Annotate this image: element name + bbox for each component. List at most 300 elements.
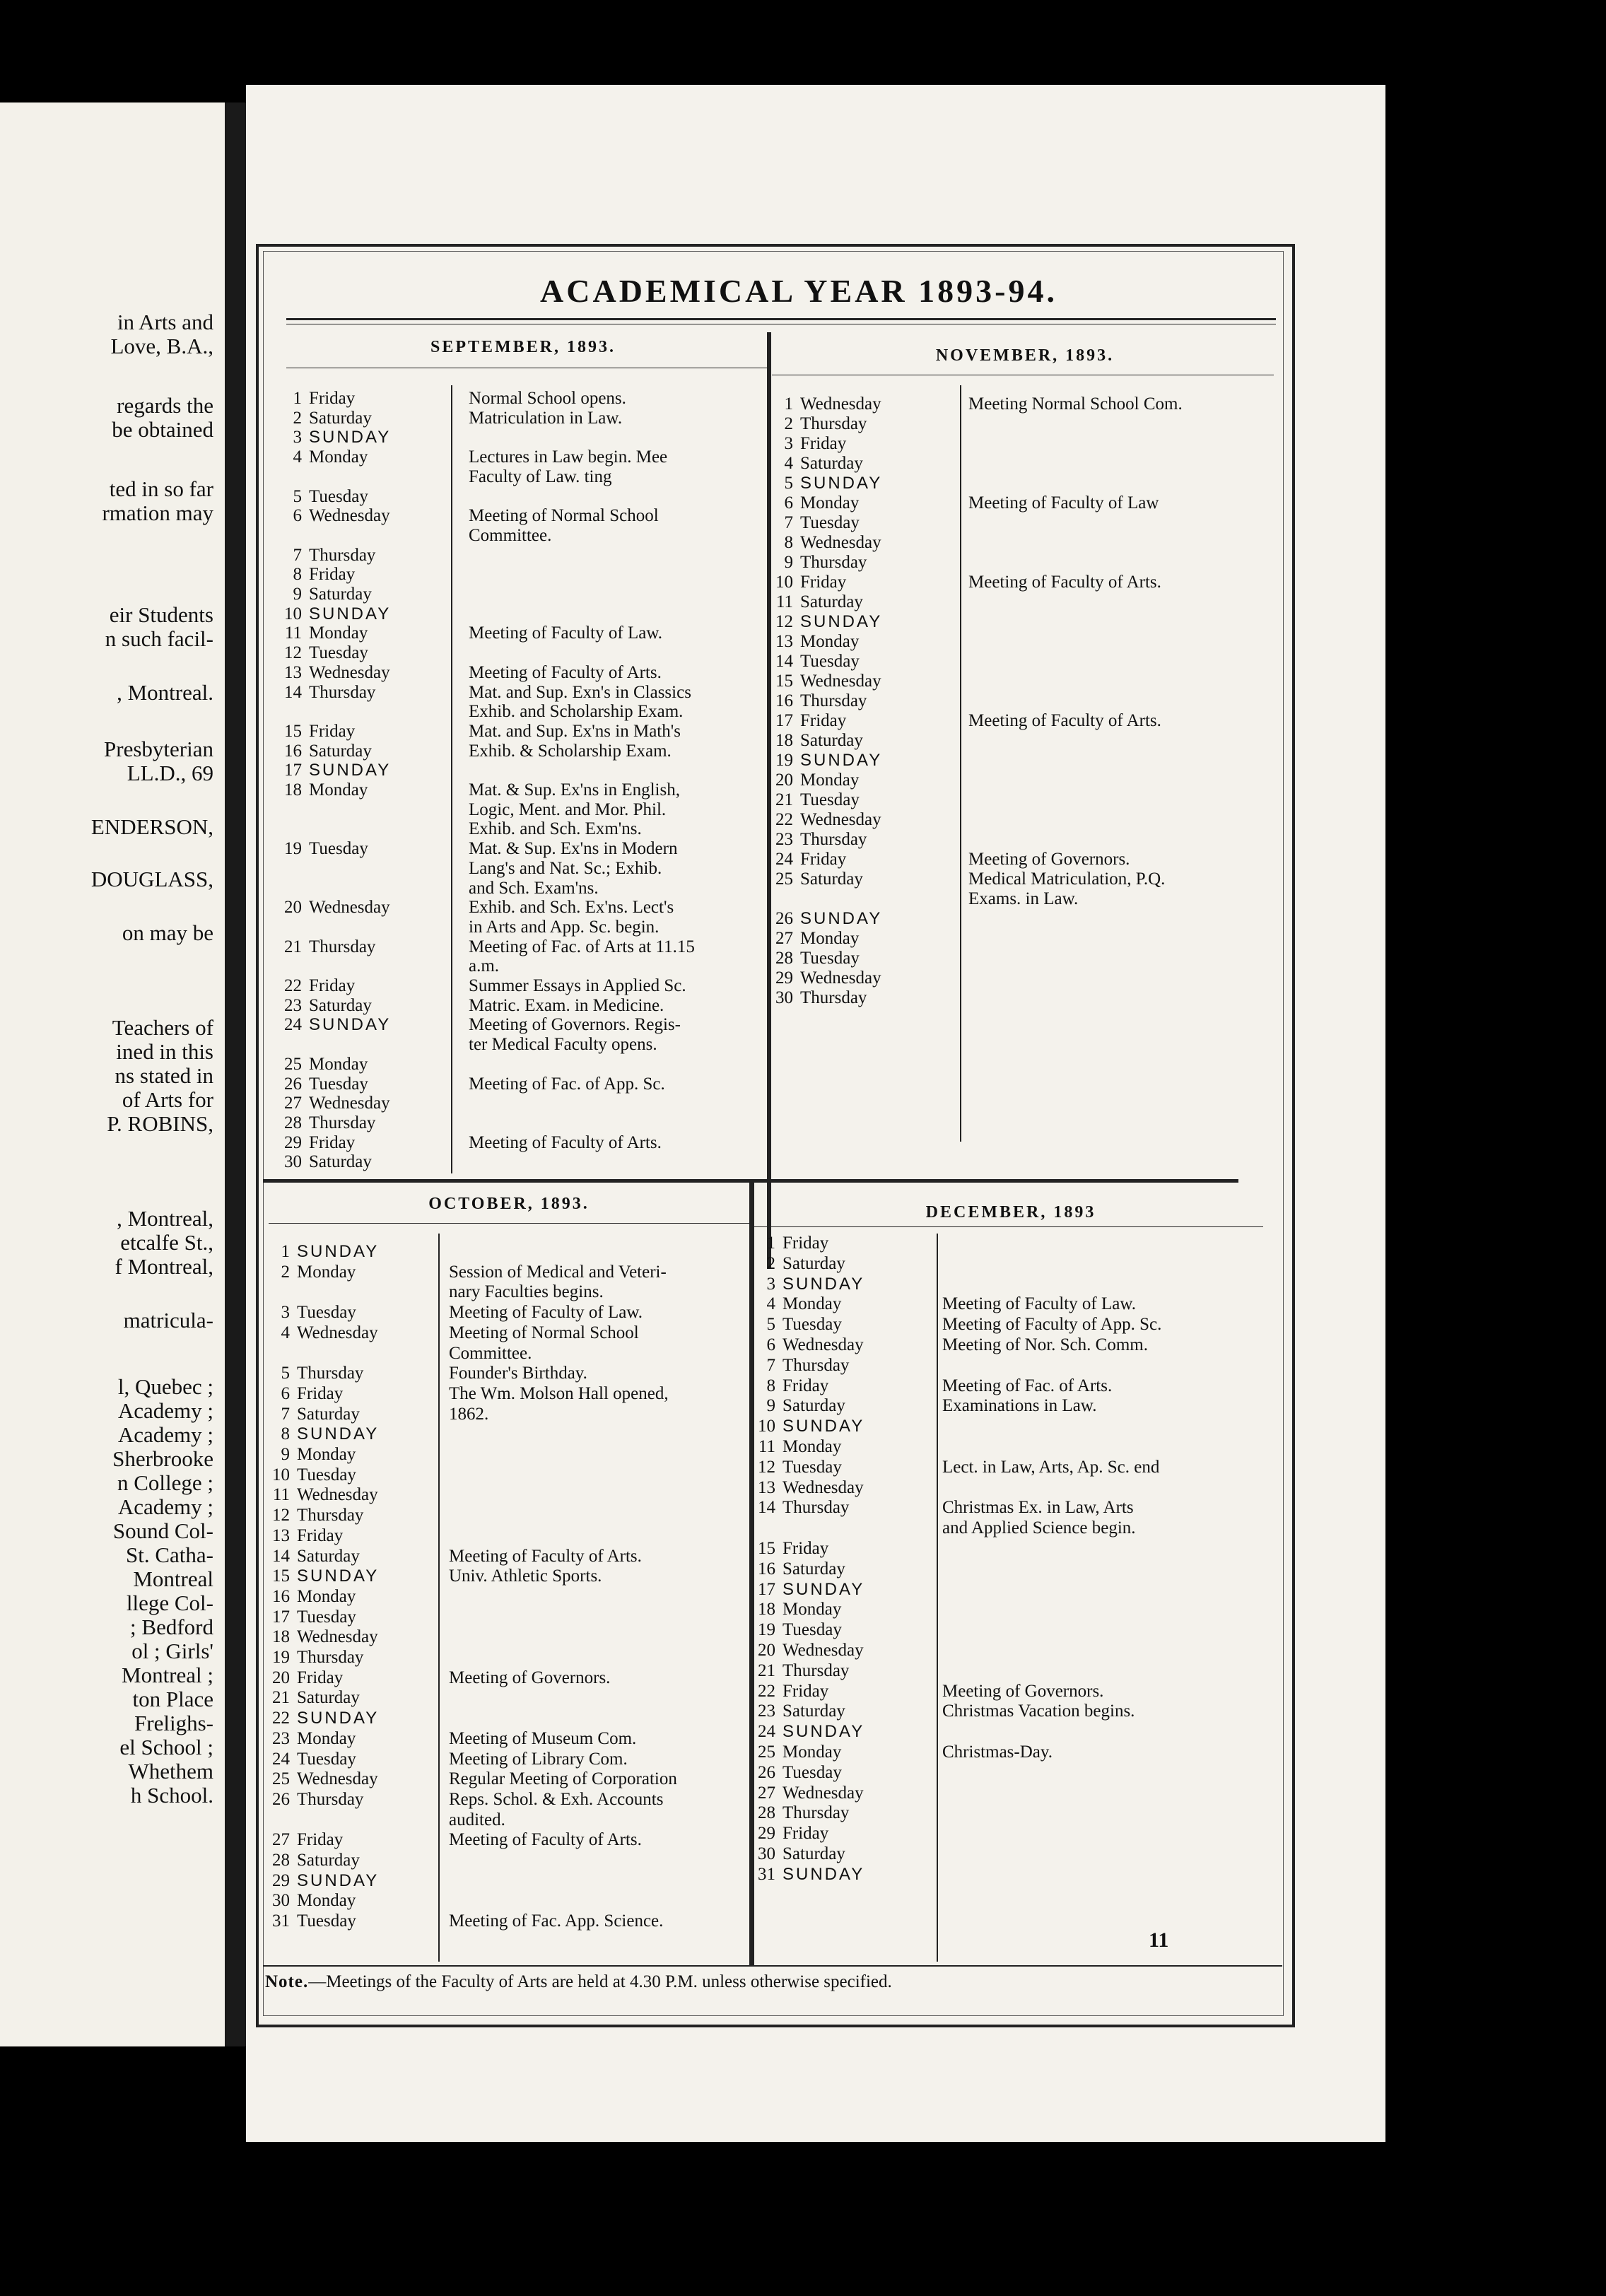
calendar-day <box>770 929 859 949</box>
calendar-day <box>279 487 368 507</box>
calendar-day <box>279 1113 375 1133</box>
weekday-label: Tuesday <box>297 1911 356 1931</box>
left-page-line: Academy ; <box>117 1494 213 1519</box>
left-page-line: ENDERSON, <box>90 814 213 839</box>
weekday-label: Friday <box>800 711 847 730</box>
calendar-day <box>753 1620 842 1640</box>
calendar-event: and Sch. Exam'ns. <box>469 878 599 898</box>
calendar-event: Meeting of Faculty of Arts. <box>968 711 1161 730</box>
day-number: 29 <box>284 1132 302 1152</box>
calendar-event: Founder's Birthday. <box>449 1364 587 1383</box>
calendar-day <box>279 898 390 918</box>
day-number: 15 <box>284 721 302 741</box>
day-number: 20 <box>758 1641 775 1660</box>
weekday-label: Wednesday <box>297 1769 378 1789</box>
left-page-line: ns stated in <box>115 1063 213 1088</box>
left-page-line: Montreal <box>133 1566 213 1591</box>
day-number: 14 <box>284 682 302 702</box>
calendar-day <box>753 1865 864 1885</box>
day-number: 9 <box>784 553 793 572</box>
calendar-day <box>770 533 881 553</box>
day-number: 1 <box>766 1234 775 1253</box>
day-number: 25 <box>272 1769 290 1789</box>
calendar-event: Examinations in Law. <box>942 1396 1097 1416</box>
sunday-label: SUNDAY <box>800 751 883 770</box>
dec-header-rule <box>754 1226 1263 1227</box>
left-page-line: be obtained <box>112 417 213 442</box>
weekday-label: Tuesday <box>800 790 860 809</box>
day-number: 24 <box>775 850 793 869</box>
day-number: 8 <box>293 565 302 585</box>
calendar-day <box>770 830 867 850</box>
calendar-day <box>267 1384 343 1404</box>
weekday-label: Wednesday <box>309 1094 390 1113</box>
weekday-label: Monday <box>783 1742 842 1762</box>
weekday-label: Wednesday <box>800 810 881 829</box>
weekday-label: Saturday <box>297 1851 360 1870</box>
calendar-event: and Applied Science begin. <box>942 1518 1136 1538</box>
day-number: 10 <box>775 573 793 592</box>
day-number: 26 <box>758 1762 775 1782</box>
left-page-line: Frelighs- <box>134 1711 213 1735</box>
calendar-day <box>770 434 846 454</box>
left-page-line: Love, B.A., <box>110 334 213 358</box>
day-number: 23 <box>272 1728 290 1748</box>
day-number: 4 <box>766 1294 775 1314</box>
calendar-day <box>279 683 375 703</box>
calendar-event: Meeting of Faculty of Law. <box>449 1303 643 1323</box>
weekday-label: Thursday <box>297 1648 364 1667</box>
weekday-label: Saturday <box>297 1546 360 1566</box>
weekday-label: Monday <box>800 771 860 790</box>
calendar-day <box>267 1668 343 1688</box>
sunday-label: SUNDAY <box>309 428 392 447</box>
calendar-day <box>267 1485 378 1505</box>
calendar-day <box>279 447 368 467</box>
calendar-day <box>753 1722 864 1742</box>
day-number: 11 <box>775 592 793 611</box>
weekday-label: Saturday <box>309 741 372 761</box>
sunday-label: SUNDAY <box>783 1864 865 1884</box>
weekday-label: Tuesday <box>309 1074 368 1094</box>
calendar-day <box>753 1539 828 1559</box>
weekday-label: Tuesday <box>783 1457 842 1477</box>
day-number: 23 <box>758 1702 775 1721</box>
calendar-event: Logic, Ment. and Mor. Phil. <box>469 800 667 819</box>
calendar-day <box>279 546 375 566</box>
day-number: 23 <box>284 995 302 1015</box>
calendar-day <box>770 850 846 869</box>
weekday-label: Tuesday <box>800 652 860 671</box>
left-page-line: llege Col- <box>126 1591 213 1615</box>
weekday-label: Friday <box>309 721 356 741</box>
weekday-label: Monday <box>297 1586 356 1606</box>
left-page-line: etcalfe St., <box>120 1230 213 1255</box>
left-page-line: n such facil- <box>105 626 213 651</box>
sunday-label: SUNDAY <box>309 761 392 780</box>
weekday-label: Thursday <box>783 1803 850 1823</box>
calendar-day <box>267 1851 360 1870</box>
calendar-day <box>753 1763 842 1783</box>
calendar-day <box>753 1742 841 1762</box>
weekday-label: Thursday <box>800 414 867 433</box>
weekday-label: Saturday <box>800 454 863 473</box>
left-page-line: f Montreal, <box>115 1254 213 1279</box>
left-page-line: eir Students <box>109 602 213 627</box>
left-page-line: regards the <box>117 393 213 418</box>
weekday-label: Thursday <box>309 1113 376 1132</box>
left-page-line: ol ; Girls' <box>131 1639 213 1663</box>
calendar-day <box>753 1498 849 1518</box>
day-number: 17 <box>775 711 793 730</box>
weekday-label: Tuesday <box>309 839 368 859</box>
calendar-day <box>753 1661 849 1681</box>
calendar-event: Session of Medical and Veteri- <box>449 1262 667 1282</box>
day-number: 12 <box>272 1506 290 1525</box>
day-number: 30 <box>775 988 793 1007</box>
day-number: 5 <box>293 486 302 506</box>
calendar-day <box>770 771 859 790</box>
weekday-label: Wednesday <box>783 1335 864 1354</box>
calendar-event: Univ. Athletic Sports. <box>449 1566 602 1586</box>
day-number: 17 <box>284 761 302 780</box>
calendar-event: Meeting of Museum Com. <box>449 1728 637 1748</box>
day-number: 6 <box>281 1383 290 1403</box>
day-number: 22 <box>775 810 793 829</box>
day-number: 29 <box>272 1870 290 1890</box>
sunday-label: SUNDAY <box>783 1579 865 1599</box>
weekday-label: Tuesday <box>297 1749 356 1769</box>
weekday-label: Wednesday <box>297 1485 378 1505</box>
day-number: 2 <box>293 408 302 428</box>
left-page-line: P. ROBINS, <box>107 1111 213 1136</box>
calendar-day <box>267 1607 356 1627</box>
weekday-label: Tuesday <box>783 1762 842 1782</box>
weekday-label: Monday <box>309 1054 368 1074</box>
weekday-label: Thursday <box>297 1789 364 1809</box>
left-page-line: matricula- <box>123 1308 213 1332</box>
left-page-line: ined in this <box>116 1039 213 1064</box>
day-number: 26 <box>272 1789 290 1809</box>
weekday-label: Saturday <box>309 995 372 1015</box>
calendar-day <box>279 585 372 604</box>
calendar-event: in Arts and App. Sc. begin. <box>469 917 660 937</box>
calendar-day <box>770 493 859 513</box>
calendar-day <box>267 1729 356 1749</box>
calendar-day <box>753 1784 864 1803</box>
calendar-event: Meeting Normal School Com. <box>968 394 1183 414</box>
weekday-label: Friday <box>783 1824 829 1844</box>
day-number: 6 <box>766 1335 775 1354</box>
calendar-event: Mat. and Sup. Ex'ns in Math's <box>469 721 681 741</box>
day-number: 9 <box>766 1396 775 1416</box>
day-number: 31 <box>758 1864 775 1884</box>
weekday-label: Wednesday <box>309 662 390 682</box>
calendar-day <box>267 1709 379 1728</box>
weekday-label: Friday <box>297 1830 344 1850</box>
calendar-day <box>267 1526 343 1546</box>
calendar-event: Faculty of Law. ting <box>469 467 612 486</box>
day-number: 23 <box>775 830 793 849</box>
day-number: 12 <box>775 612 793 631</box>
calendar-day <box>753 1702 845 1721</box>
weekday-label: Saturday <box>309 408 372 428</box>
weekday-label: Wednesday <box>309 506 390 526</box>
left-page-line: of Arts for <box>122 1087 213 1112</box>
left-page-line: LL.D., 69 <box>127 761 213 785</box>
weekday-label: Wednesday <box>800 394 881 414</box>
day-number: 25 <box>284 1054 302 1074</box>
day-number: 7 <box>281 1404 290 1424</box>
day-number: 21 <box>758 1660 775 1680</box>
weekday-label: Wednesday <box>783 1641 864 1660</box>
day-number: 4 <box>784 454 793 473</box>
weekday-label: Wednesday <box>297 1323 378 1342</box>
calendar-event: Lectures in Law begin. Mee <box>469 447 668 467</box>
day-number: 3 <box>784 434 793 453</box>
left-page-line: el School ; <box>119 1735 213 1759</box>
calendar-day <box>770 691 867 711</box>
weekday-label: Monday <box>309 623 368 643</box>
left-page-line: Teachers of <box>112 1015 213 1040</box>
calendar-day <box>267 1911 356 1931</box>
calendar-day <box>770 949 860 968</box>
weekday-label: Thursday <box>309 545 376 565</box>
calendar-day <box>770 592 863 612</box>
calendar-event: Meeting of Normal School <box>449 1323 639 1342</box>
day-number: 1 <box>784 394 793 414</box>
day-number: 21 <box>775 790 793 809</box>
weekday-label: Wednesday <box>309 898 390 918</box>
calendar-event: Lect. in Law, Arts, Ap. Sc. end <box>942 1457 1160 1477</box>
day-number: 16 <box>758 1559 775 1578</box>
footnote <box>265 1972 892 1992</box>
left-page-line: in Arts and <box>117 310 213 334</box>
calendar-day <box>753 1335 864 1355</box>
left-page-line: Sound Col- <box>112 1518 213 1543</box>
left-page-line: l, Quebec ; <box>117 1374 213 1399</box>
day-number: 18 <box>284 780 302 800</box>
day-number: 2 <box>784 414 793 433</box>
calendar-day <box>279 742 372 761</box>
calendar-day <box>279 389 355 409</box>
weekday-label: Tuesday <box>309 486 368 506</box>
calendar-day <box>267 1648 363 1668</box>
weekday-label: Tuesday <box>783 1315 842 1335</box>
day-number: 13 <box>284 662 302 682</box>
calendar-day <box>770 988 867 1008</box>
day-number: 17 <box>272 1607 290 1627</box>
weekday-label: Friday <box>297 1525 344 1545</box>
calendar-day <box>753 1682 828 1702</box>
calendar-day <box>267 1891 356 1911</box>
sunday-label: SUNDAY <box>800 612 883 631</box>
sunday-label: SUNDAY <box>309 604 392 623</box>
oct-column-rule <box>438 1234 440 1962</box>
day-number: 11 <box>284 623 302 643</box>
calendar-day <box>753 1803 849 1823</box>
calendar-event: Exhib. and Scholarship Exam. <box>469 702 684 722</box>
day-number: 22 <box>284 976 302 995</box>
day-number: 20 <box>775 771 793 790</box>
calendar-event: The Wm. Molson Hall opened, <box>449 1383 669 1403</box>
calendar-day <box>279 428 391 447</box>
left-page-line: Academy ; <box>117 1422 213 1447</box>
calendar-day <box>279 996 372 1016</box>
calendar-event: Committee. <box>469 525 552 545</box>
weekday-label: Monday <box>783 1437 842 1456</box>
day-number: 21 <box>272 1688 290 1708</box>
weekday-label: Wednesday <box>783 1477 864 1497</box>
calendar-event: Meeting of Normal School <box>469 506 659 526</box>
weekday-label: Tuesday <box>783 1620 842 1640</box>
calendar-day <box>279 565 355 585</box>
weekday-label: Thursday <box>783 1498 850 1518</box>
calendar-day <box>770 454 863 474</box>
calendar-day <box>279 1094 390 1113</box>
calendar-day <box>267 1303 356 1323</box>
calendar-day <box>267 1750 356 1769</box>
weekday-label: Monday <box>297 1445 356 1464</box>
day-number: 14 <box>775 652 793 671</box>
weekday-label: Friday <box>783 1376 829 1395</box>
calendar-event: Meeting of Faculty of Arts. <box>469 662 662 682</box>
sunday-label: SUNDAY <box>297 1566 380 1586</box>
footnote-prefix: Note. <box>265 1972 309 1991</box>
left-page-line: ton Place <box>132 1687 213 1711</box>
day-number: 6 <box>784 493 793 512</box>
calendar-day <box>770 711 846 731</box>
calendar-event: Reps. Schol. & Exh. Accounts <box>449 1789 664 1809</box>
weekday-label: Tuesday <box>297 1607 356 1627</box>
left-page-line: h School. <box>130 1783 213 1808</box>
calendar-day <box>753 1275 864 1294</box>
calendar-day <box>267 1323 378 1343</box>
calendar-event: Meeting of Governors. Regis- <box>469 1015 681 1035</box>
day-number: 15 <box>272 1566 290 1586</box>
weekday-label: Tuesday <box>800 949 860 968</box>
calendar-day <box>279 643 368 663</box>
left-page-line: ; Bedford <box>130 1615 213 1639</box>
calendar-day <box>279 506 390 526</box>
weekday-label: Thursday <box>297 1364 364 1383</box>
weekday-label: Friday <box>309 389 356 408</box>
calendar-day <box>753 1580 864 1600</box>
day-number: 25 <box>758 1742 775 1762</box>
left-page-line: , Montreal, <box>117 1206 213 1231</box>
calendar-event: Meeting of Library Com. <box>449 1749 628 1769</box>
calendar-day <box>267 1242 379 1262</box>
calendar-day <box>753 1315 842 1335</box>
calendar-day <box>753 1294 841 1314</box>
weekday-label: Monday <box>800 929 860 948</box>
calendar-event: Meeting of Governors. <box>449 1668 611 1687</box>
weekday-label: Monday <box>783 1294 842 1314</box>
calendar-event: Exhib. and Sch. Exm'ns. <box>469 819 642 839</box>
day-number: 8 <box>766 1376 775 1395</box>
weekday-label: Saturday <box>783 1559 845 1578</box>
calendar-day <box>279 1133 355 1153</box>
calendar-day <box>267 1688 360 1708</box>
calendar-day <box>770 731 863 751</box>
day-number: 26 <box>284 1074 302 1094</box>
weekday-label: Monday <box>800 632 860 651</box>
day-number: 26 <box>775 909 793 928</box>
day-number: 9 <box>281 1445 290 1464</box>
weekday-label: Wednesday <box>800 968 881 988</box>
calendar-event: Meeting of Governors. <box>968 850 1130 869</box>
left-page-line: Presbyterian <box>104 737 213 761</box>
weekday-label: Saturday <box>309 585 372 604</box>
day-number: 15 <box>775 672 793 691</box>
weekday-label: Tuesday <box>800 513 860 532</box>
calendar-day <box>770 790 860 810</box>
weekday-label: Tuesday <box>309 643 368 663</box>
calendar-day <box>267 1405 360 1424</box>
calendar-day <box>279 1152 372 1172</box>
day-number: 28 <box>775 949 793 968</box>
weekday-label: Thursday <box>800 691 867 710</box>
calendar-day <box>753 1254 845 1274</box>
november-title: NOVEMBER, 1893. <box>935 346 1115 365</box>
day-number: 24 <box>284 1015 302 1035</box>
sunday-label: SUNDAY <box>297 1709 380 1728</box>
day-number: 17 <box>758 1579 775 1599</box>
weekday-label: Friday <box>297 1668 344 1687</box>
calendar-day <box>279 780 368 800</box>
left-page-line: Sherbrooke <box>112 1446 213 1471</box>
day-number: 30 <box>272 1891 290 1911</box>
day-number: 4 <box>293 447 302 467</box>
day-number: 13 <box>775 632 793 651</box>
day-number: 25 <box>775 869 793 889</box>
calendar-day <box>267 1547 360 1566</box>
day-number: 8 <box>784 533 793 552</box>
left-page-line: Montreal ; <box>122 1663 213 1687</box>
calendar-day <box>267 1587 356 1607</box>
calendar-event: Mat. & Sup. Ex'ns in English, <box>469 780 680 800</box>
footnote-text: —Meetings of the Faculty of Arts are held at 4.30 P.M. unless otherwise specified. <box>308 1972 892 1991</box>
weekday-label: Friday <box>309 976 356 995</box>
day-number: 20 <box>272 1668 290 1687</box>
calendar-event: Christmas Vacation begins. <box>942 1702 1135 1721</box>
day-number: 5 <box>281 1364 290 1383</box>
day-number: 12 <box>284 643 302 663</box>
page-title: ACADEMICAL YEAR 1893-94. <box>540 273 1057 309</box>
calendar-event: Christmas Ex. in Law, Arts <box>942 1498 1134 1518</box>
calendar-day <box>770 612 882 632</box>
day-number: 1 <box>293 389 302 408</box>
calendar-event: 1862. <box>449 1404 489 1424</box>
calendar-event: audited. <box>449 1810 505 1829</box>
calendar-day <box>753 1234 828 1253</box>
calendar-event: Meeting of Faculty of Law. <box>469 623 662 643</box>
october-title: OCTOBER, 1893. <box>428 1195 590 1213</box>
calendar-event: Normal School opens. <box>469 389 626 408</box>
weekday-label: Thursday <box>309 682 376 702</box>
day-number: 19 <box>284 839 302 859</box>
left-page-line: , Montreal. <box>117 680 213 705</box>
calendar-event: Mat. & Sup. Ex'ns in Modern <box>469 839 678 859</box>
day-number: 27 <box>775 929 793 948</box>
weekday-label: Friday <box>800 434 847 453</box>
calendar-day <box>267 1263 356 1282</box>
december-title: DECEMBER, 1893 <box>925 1203 1096 1222</box>
sunday-label: SUNDAY <box>783 1274 865 1294</box>
calendar-day <box>267 1790 363 1810</box>
day-number: 14 <box>272 1546 290 1566</box>
calendar-event: Exhib. and Sch. Ex'ns. Lect's <box>469 898 674 918</box>
